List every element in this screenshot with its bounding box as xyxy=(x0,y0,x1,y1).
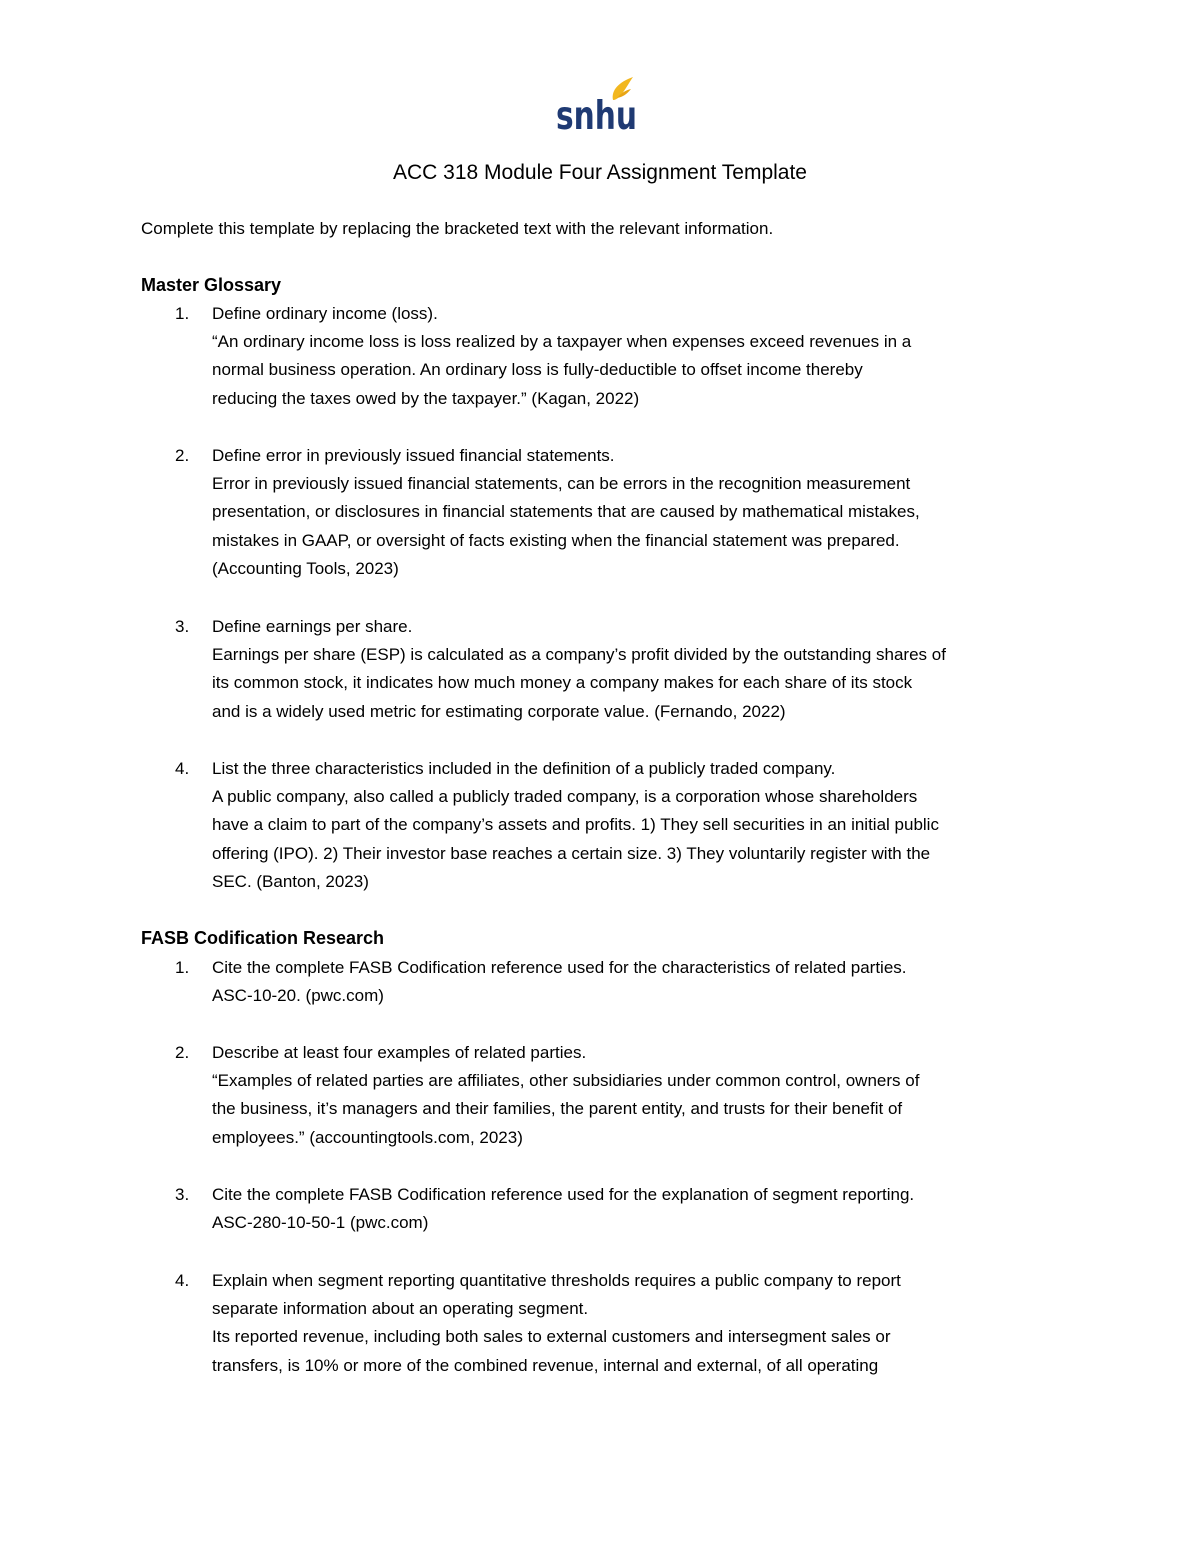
list-item xyxy=(141,1039,1081,1152)
item-number: 3. xyxy=(175,617,190,636)
logo-wordmark: snhu xyxy=(556,94,637,139)
list-item xyxy=(141,442,1081,583)
list-item xyxy=(141,1181,1081,1237)
item-answer-line: Earnings per share (ESP) is calculated as a company’s profit divided by the outstanding shares of xyxy=(212,645,946,665)
snhu-logo xyxy=(555,74,639,139)
item-number: 2. xyxy=(175,1043,190,1062)
item-number: 4. xyxy=(175,1271,190,1290)
item-question: separate information about an operating segment. xyxy=(212,1299,589,1319)
item-answer-line: Its reported revenue, including both sales to external customers and intersegment sales or xyxy=(212,1327,891,1347)
item-answer-line: ASC-10-20. (pwc.com) xyxy=(212,986,384,1006)
item-answer-line: employees.” (accountingtools.com, 2023) xyxy=(212,1127,523,1147)
section-heading-master-glossary: Master Glossary xyxy=(141,275,282,295)
item-answer-line: “An ordinary income loss is loss realized by a taxpayer when expenses exceed revenues in a xyxy=(212,332,912,352)
item-answer-line: ASC-280-10-50-1 (pwc.com) xyxy=(212,1213,429,1233)
item-answer-line: the business, it’s managers and their families, the parent entity, and trusts for their benefit of xyxy=(212,1099,903,1119)
item-question: List the three characteristics included in the definition of a publicly traded company. xyxy=(212,759,836,778)
item-answer-line: A public company, also called a publicly traded company, is a corporation whose shareholders xyxy=(212,787,918,807)
document-title: ACC 318 Module Four Assignment Template xyxy=(393,161,807,184)
item-question: Cite the complete FASB Codification reference used for the characteristics of related parties. xyxy=(212,958,907,977)
item-question: Describe at least four examples of related parties. xyxy=(212,1043,587,1062)
intro-text: Complete this template by replacing the bracketed text with the relevant information. xyxy=(141,219,774,238)
item-number: 1. xyxy=(175,958,190,977)
item-question: Define earnings per share. xyxy=(212,617,413,636)
item-answer-line: normal business operation. An ordinary loss is fully-deductible to offset income thereby xyxy=(212,360,863,380)
item-number: 3. xyxy=(175,1185,190,1204)
item-question: Define ordinary income (loss). xyxy=(212,304,438,323)
item-answer-line: (Accounting Tools, 2023) xyxy=(212,558,399,578)
list-item xyxy=(141,954,1081,1010)
item-question: Define error in previously issued financial statements. xyxy=(212,446,615,465)
list-item xyxy=(141,613,1081,726)
list-item xyxy=(141,755,1081,896)
section-heading-fasb-codification-research: FASB Codification Research xyxy=(141,928,385,948)
item-question: Explain when segment reporting quantitative thresholds requires a public company to report xyxy=(212,1271,901,1290)
item-answer-line: presentation, or disclosures in financial statements that are caused by mathematical mistakes, xyxy=(212,502,920,522)
list-item xyxy=(141,1267,1081,1380)
item-answer-line: offering (IPO). 2) Their investor base reaches a certain size. 3) They voluntarily register with the xyxy=(212,843,931,863)
item-answer-line: its common stock, it indicates how much money a company makes for each share of its stock xyxy=(212,673,913,693)
item-answer-line: mistakes in GAAP, or oversight of facts existing when the financial statement was prepared. xyxy=(212,530,900,550)
item-answer-line: transfers, is 10% or more of the combined revenue, internal and external, of all operating xyxy=(212,1355,879,1375)
item-question: Cite the complete FASB Codification reference used for the explanation of segment reporting. xyxy=(212,1185,915,1204)
item-number: 1. xyxy=(175,304,190,323)
item-answer-line: and is a widely used metric for estimating corporate value. (Fernando, 2022) xyxy=(212,701,786,721)
item-answer-line: Error in previously issued financial statements, can be errors in the recognition measurement xyxy=(212,474,911,494)
item-answer-line: SEC. (Banton, 2023) xyxy=(212,871,369,891)
item-answer-line: reducing the taxes owed by the taxpayer.” (Kagan, 2022) xyxy=(212,388,640,408)
item-number: 4. xyxy=(175,759,190,778)
item-answer-line: “Examples of related parties are affiliates, other subsidiaries under common control, owners of xyxy=(212,1071,920,1091)
list-item xyxy=(141,300,1081,413)
item-number: 2. xyxy=(175,446,190,465)
item-answer-line: have a claim to part of the company’s assets and profits. 1) They sell securities in an initial public xyxy=(212,815,939,835)
